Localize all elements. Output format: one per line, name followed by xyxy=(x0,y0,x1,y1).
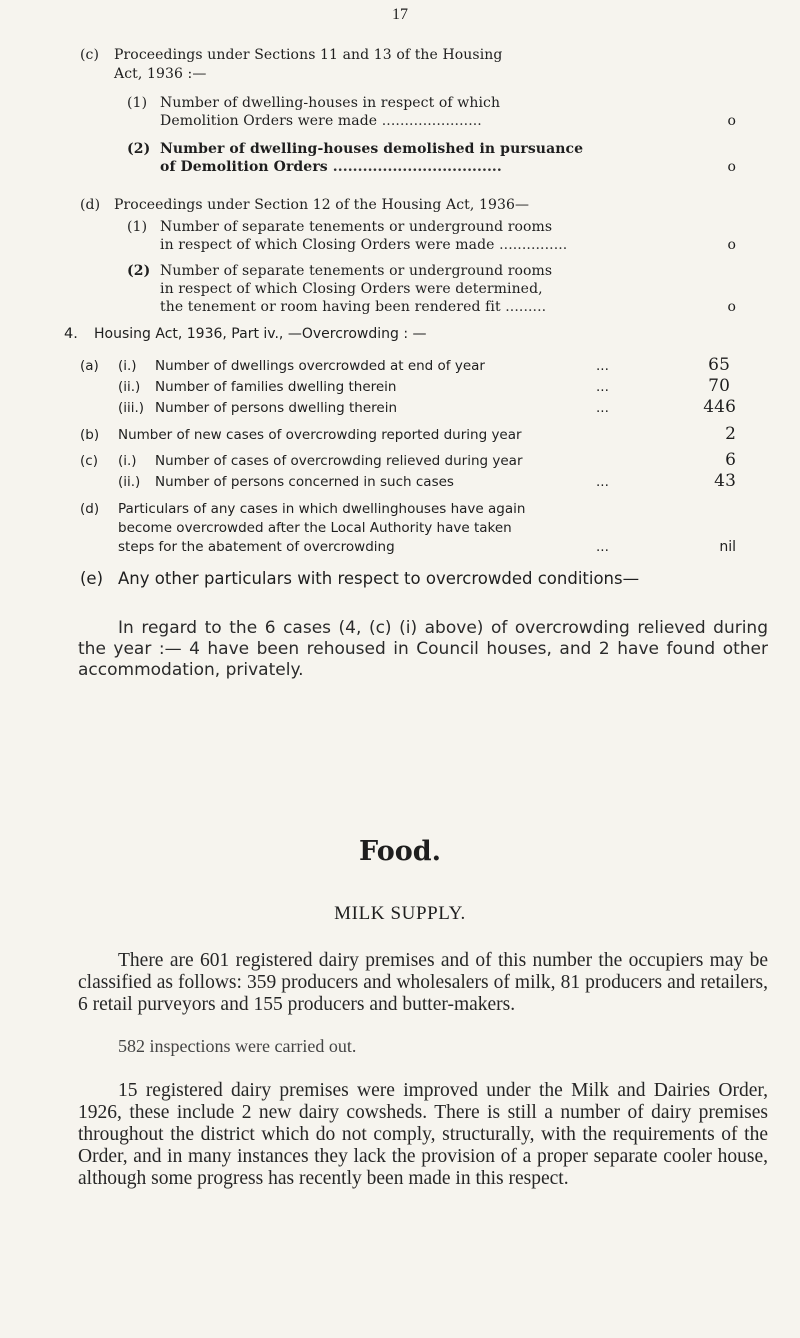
section-4-label: 4. xyxy=(64,326,78,342)
section-4-heading: Housing Act, 1936, Part iv., —Overcrowding : — xyxy=(94,326,427,342)
section-d-item-2-line3: the tenement or room having been rendered fit ......... xyxy=(160,299,547,315)
section-4d-line3: steps for the abatement of overcrowding xyxy=(118,539,395,555)
section-4b-text: Number of new cases of overcrowding reported during year xyxy=(118,427,522,443)
milk-supply-subheading: MILK SUPPLY. xyxy=(334,903,466,924)
section-c-label: (c) xyxy=(80,47,100,63)
overcrowding-note: In regard to the 6 cases (4, (c) (i) above) of overcrowding relieved during the year :— 4 have been rehoused in Council houses, and 2 have found other accommodation, privately. xyxy=(78,618,768,680)
section-c-item-1-num: (1) xyxy=(127,95,148,111)
section-4a-row-1-dots: ... xyxy=(596,358,609,374)
section-4d-value: nil xyxy=(719,539,736,555)
section-4a-row-1-value: 65 xyxy=(708,355,730,375)
section-4a-row-3-text: Number of persons dwelling therein xyxy=(155,400,398,416)
section-d-item-2-num: (2) xyxy=(127,263,151,279)
section-4a-row-3-num: (iii.) xyxy=(118,400,145,416)
section-4d-label: (d) xyxy=(80,501,100,517)
section-4a-row-1-num: (i.) xyxy=(118,358,137,374)
section-4e-label: (e) xyxy=(80,569,104,588)
food-heading: Food. xyxy=(359,836,441,867)
section-4c-row-2-value: 43 xyxy=(714,471,736,491)
section-4c-row-1-value: 6 xyxy=(725,450,736,470)
section-c-item-1-line2: Demolition Orders were made ...................... xyxy=(160,113,482,129)
section-4b-label: (b) xyxy=(80,427,100,443)
section-d-item-2-line2: in respect of which Closing Orders were determined, xyxy=(160,281,543,297)
section-4c-row-1-text: Number of cases of overcrowding relieved during year xyxy=(155,453,523,469)
section-4c-row-1-num: (i.) xyxy=(118,453,137,469)
section-d-item-1-line1: Number of separate tenements or underground rooms xyxy=(160,219,553,235)
milk-paragraph-2: 582 inspections were carried out. xyxy=(118,1036,357,1056)
section-d-item-2-value: o xyxy=(727,299,736,315)
section-4d-line2: become overcrowded after the Local Authority have taken xyxy=(118,520,512,536)
section-c-item-2-line1: Number of dwelling-houses demolished in pursuance xyxy=(160,141,584,157)
section-c-item-2-num: (2) xyxy=(127,141,151,157)
section-4a-label: (a) xyxy=(80,358,99,374)
section-4e-text: Any other particulars with respect to overcrowded conditions— xyxy=(118,569,640,588)
section-c-item-2-line2: of Demolition Orders .................................. xyxy=(160,159,502,175)
milk-paragraph-3: 15 registered dairy premises were improved under the Milk and Dairies Order, 1926, these include 2 new dairy cowsheds. There is still a number of dairy premises throughout the district which do not comply, structurally, with the requirements of the Order, and in many instances they lack the provision of a proper separate cooler house, although some progress has recently been made in this respect. xyxy=(78,1080,768,1189)
section-4a-row-3-value: 446 xyxy=(703,397,736,417)
section-4a-row-2-dots: ... xyxy=(596,379,609,395)
section-4c-row-2-num: (ii.) xyxy=(118,474,141,490)
section-d-item-1-num: (1) xyxy=(127,219,148,235)
milk-paragraph-1: There are 601 registered dairy premises and of this number the occupiers may be classified as follows: 359 producers and wholesalers of milk, 81 producers and retailers, 6 retail purveyors and 155 producers and butter-makers. xyxy=(78,950,768,1015)
section-4a-row-1-text: Number of dwellings overcrowded at end of year xyxy=(155,358,485,374)
section-c-item-1-line1: Number of dwelling-houses in respect of which xyxy=(160,95,501,111)
section-c-item-2-value: o xyxy=(727,159,736,175)
section-d-heading: Proceedings under Section 12 of the Housing Act, 1936— xyxy=(114,197,530,213)
section-4c-row-2-text: Number of persons concerned in such cases xyxy=(155,474,454,490)
section-d-label: (d) xyxy=(80,197,101,213)
section-d-item-1-value: o xyxy=(727,237,736,253)
section-4d-line1: Particulars of any cases in which dwellinghouses have again xyxy=(118,501,526,517)
section-4a-row-3-dots: ... xyxy=(596,400,609,416)
section-c-item-1-value: o xyxy=(727,113,736,129)
section-4c-row-2-dots: ... xyxy=(596,474,609,490)
section-4b-value: 2 xyxy=(725,424,736,444)
section-d-item-1-line2: in respect of which Closing Orders were made ............... xyxy=(160,237,568,253)
section-4a-row-2-num: (ii.) xyxy=(118,379,141,395)
section-c-heading-line1: Proceedings under Sections 11 and 13 of the Housing xyxy=(114,47,503,63)
section-4a-row-2-text: Number of families dwelling therein xyxy=(155,379,397,395)
section-d-item-2-line1: Number of separate tenements or underground rooms xyxy=(160,263,553,279)
section-c-heading-line2: Act, 1936 :— xyxy=(114,66,207,82)
section-4d-dots: ... xyxy=(596,539,609,555)
section-4a-row-2-value: 70 xyxy=(708,376,730,396)
section-4c-label: (c) xyxy=(80,453,98,469)
page-number: 17 xyxy=(392,6,408,23)
